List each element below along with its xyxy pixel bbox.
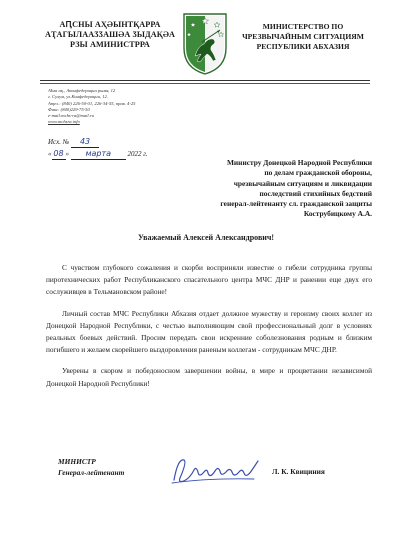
body-paragraph: Личный состав МЧС Республики Абхазия отдает должное мужеству и героизму своих коллег из Донецкой Народной Республики, с честью выполняющим свой профессиональный долг в условиях реальных боевых действий. Просим передать свои искренние соболезнования родным и близким погибшего и желаем скорейшего выздоровления раненым коллегам - сотрудникам МЧС ДНР. bbox=[46, 308, 372, 355]
salutation: Уважаемый Алексей Александрович! bbox=[137, 233, 275, 242]
body-paragraph: Уверены в скором и победоносном завершении войны, в мире и процветании независимой Донецкой Народной Республики! bbox=[46, 366, 372, 388]
outgoing-number-prefix: Исх. № bbox=[48, 138, 70, 146]
letter-body bbox=[46, 262, 372, 399]
body-paragraph: С чувством глубокого сожаления и скорби восприняли известие о гибели сотрудника группы пиротехнических работ Республиканского спасательного центра МЧС ДНР и ранении еще двух его сослуживцев в Тельмановском районе! bbox=[46, 263, 372, 297]
address-line: Аҭел.: (840) 226-50-01, 226-34-55, прав. 4-25 bbox=[48, 100, 136, 106]
header-russian-line: МИНИСТЕРСТВО ПО bbox=[262, 22, 344, 31]
outgoing-reference: Исх. № 43 « 08 » марта 2022 г. bbox=[48, 137, 148, 158]
coat-of-arms-icon bbox=[180, 8, 230, 76]
outgoing-number: 43 bbox=[71, 136, 99, 148]
signatory-position: МИНИСТР bbox=[58, 457, 96, 466]
signatory-name: Л. К. Квициния bbox=[272, 467, 325, 476]
header-abkhaz-line: АԤСНЫ АҲӘЫНТҚАРРА bbox=[59, 20, 161, 29]
addressee-line: Кострубицкому А.А. bbox=[303, 209, 372, 219]
header-abkhaz bbox=[40, 20, 180, 50]
header-divider-thin bbox=[40, 83, 370, 84]
outgoing-year: 2022 г. bbox=[127, 150, 148, 158]
outgoing-month: марта bbox=[71, 148, 126, 160]
header-abkhaz-line: РЗЫ АМИНИСТРРА bbox=[70, 40, 150, 49]
outgoing-day: 08 bbox=[53, 149, 64, 158]
addressee-line: по делам гражданской обороны, bbox=[264, 168, 372, 178]
addressee-line: Министру Донецкой Народной Республики bbox=[226, 158, 372, 167]
addressee-line: чрезвычайным ситуациям и ликвидации bbox=[233, 178, 372, 188]
addressee-line: последствий стихийных бедствий bbox=[259, 188, 372, 198]
address-line: Аҟәа ақ., Аконфедерациа рымҩ, 12 bbox=[48, 88, 116, 93]
address-line: e-mail:mchs-ra@mail.ru bbox=[48, 113, 94, 119]
address-block bbox=[48, 88, 238, 126]
website-link[interactable]: www.mchsra.info bbox=[48, 119, 80, 125]
header-divider bbox=[40, 80, 370, 81]
header-russian bbox=[238, 22, 368, 51]
addressee-block bbox=[160, 158, 372, 220]
header-russian-line: РЕСПУБЛИКИ АБХАЗИЯ bbox=[256, 41, 350, 51]
signatory-title bbox=[58, 457, 124, 478]
address-line: Факс: (840)229-75-50 bbox=[48, 106, 90, 112]
address-line: г. Сухум, ул.Конфедерации, 12. bbox=[48, 94, 108, 100]
signatory-rank: Генерал-лейтенант bbox=[58, 467, 125, 477]
addressee-line: генерал-лейтенанту сл. гражданской защиты bbox=[220, 199, 372, 209]
header-russian-line: ЧРЕЗВЫЧАЙНЫМ СИТУАЦИЯМ bbox=[242, 31, 364, 41]
header-abkhaz-line: АҬАГЫЛААӠӠАШӘА ӠЫДАҚӘА bbox=[44, 30, 176, 39]
handwritten-signature-icon bbox=[168, 452, 263, 487]
